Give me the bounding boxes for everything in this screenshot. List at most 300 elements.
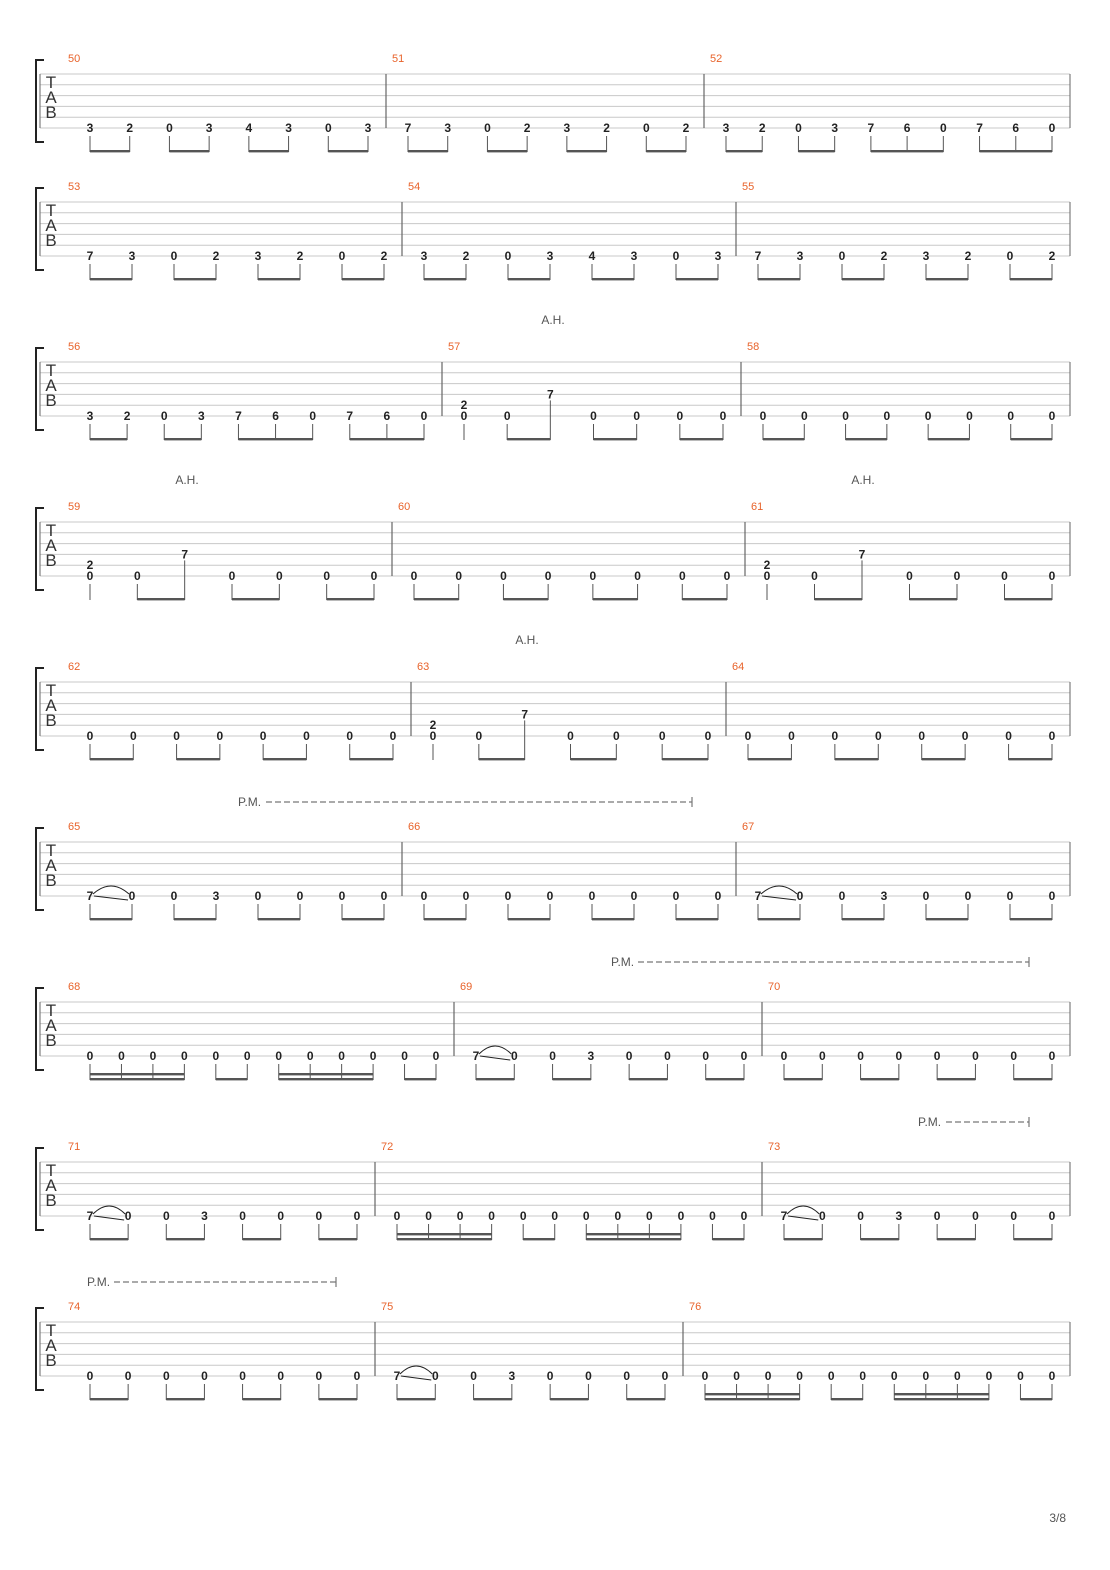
beam [928,438,969,440]
beam [662,758,708,760]
beam [258,278,300,280]
fret-number: 0 [642,121,650,135]
beam [910,598,958,600]
fret-number: 0 [811,569,818,583]
beam [553,1078,591,1080]
fret-number: 4 [588,249,596,263]
fret-number: 0 [677,1209,685,1223]
fret-number: 0 [393,1209,401,1223]
fret-number: 2 [682,121,690,135]
beam [758,918,800,920]
fret-number: 0 [818,1049,826,1063]
fret-number: 3 [285,121,292,135]
beam [592,278,634,280]
slide-line [94,896,128,900]
measure-number: 53 [68,181,81,193]
fret-number: 0 [275,1049,283,1063]
fret-number: 0 [124,1209,132,1223]
beam-secondary [894,1393,989,1395]
fret-number: 0 [818,1209,826,1223]
fret-number: 2 [126,121,134,135]
fret-number: 6 [1012,121,1020,135]
fret-number: 0 [842,409,849,423]
beam [627,1398,665,1400]
fret-number: 0 [504,889,512,903]
fret-number: 0 [661,1369,669,1383]
fret-number: 0 [1001,569,1008,583]
beam [164,438,201,440]
fret-number: 0 [585,1369,592,1383]
fret-number: 6 [383,409,391,423]
fret-number: 0 [1048,729,1056,743]
fret-number: 0 [658,729,666,743]
beam [279,1078,373,1080]
fret-number: 0 [160,409,168,423]
fret-number: 0 [410,569,418,583]
beam [1014,1238,1052,1240]
fret-number: 0 [676,409,684,423]
fret-number: 0 [906,569,913,583]
fret-number: 0 [504,249,512,263]
beam [319,1398,357,1400]
fret-number: 3 [895,1209,903,1223]
fret-number: 3 [212,889,220,903]
fret-number: 3 [546,249,554,263]
fret-number: 0 [895,1049,903,1063]
fret-number: 0 [370,569,378,583]
beam [748,758,791,760]
fret-number: 0 [170,249,178,263]
fret-number: 0 [275,569,283,583]
fret-number: 2 [429,718,437,733]
fret-number: 0 [401,1049,408,1063]
beam [523,1238,555,1240]
fret-number: 0 [623,1369,631,1383]
measure-number: 72 [381,1141,394,1153]
fret-number: 0 [338,249,346,263]
fret-number: 0 [346,729,354,743]
fret-number: 0 [857,1049,864,1063]
beam [397,1238,492,1240]
slide-line [94,1216,124,1220]
fret-number: 0 [86,1369,94,1383]
slur [787,1206,819,1214]
fret-number: 0 [338,889,346,903]
fret-number: 0 [702,1049,710,1063]
beam [397,1398,435,1400]
fret-number: 7 [86,889,94,903]
fret-number: 0 [646,1209,653,1223]
fret-number: 0 [315,1369,323,1383]
beam [90,278,132,280]
fret-number: 0 [420,409,428,423]
fret-number: 0 [954,1369,961,1383]
tab-clef-letter: B [45,103,57,122]
fret-number: 0 [277,1369,285,1383]
measure-number: 54 [408,181,421,193]
fret-number: 0 [678,569,686,583]
artificial-harmonic-label: A.H. [515,633,539,647]
beam [815,598,863,600]
beam [861,1238,899,1240]
fret-number: 0 [369,1049,377,1063]
fret-number: 7 [976,121,983,135]
beam [249,150,289,152]
beam [1005,598,1053,600]
fret-number: 0 [162,1209,170,1223]
beam [594,438,637,440]
fret-number: 0 [972,1209,979,1223]
fret-number: 0 [455,569,463,583]
fret-number: 0 [985,1369,993,1383]
fret-number: 3 [86,409,94,423]
fret-number: 0 [590,409,597,423]
fret-number: 3 [922,249,930,263]
tab-clef-letter: A [45,696,57,715]
tab-clef-letter: A [45,1016,57,1035]
tab-clef-letter: T [45,1321,57,1340]
fret-number: 2 [123,409,131,423]
measure-number: 67 [742,821,755,833]
fret-number: 0 [519,1209,527,1223]
beam [835,758,878,760]
tab-clef-letter: T [45,201,57,220]
fret-number: 0 [503,409,511,423]
fret-number: 3 [444,121,452,135]
fret-number: 0 [796,889,804,903]
fret-number: 0 [630,889,638,903]
tab-clef-letter: A [45,1336,57,1355]
measure-number: 68 [68,981,81,993]
measure-number: 75 [381,1301,394,1313]
fret-number: 7 [858,547,866,562]
fret-number: 3 [364,121,372,135]
fret-number: 0 [149,1049,157,1063]
fret-number: 7 [867,121,875,135]
beam [90,1238,128,1240]
measure-number: 63 [417,661,430,673]
fret-number: 0 [800,409,808,423]
fret-number: 0 [1048,1049,1056,1063]
fret-number: 0 [86,569,94,583]
fret-number: 2 [964,249,972,263]
fret-number: 2 [460,398,468,413]
beam [243,1238,281,1240]
beam [174,278,216,280]
beam [350,758,393,760]
slur [93,1206,125,1214]
measure-number: 76 [689,1301,702,1313]
fret-number: 0 [614,1209,622,1223]
beam [937,1238,975,1240]
fret-number: 3 [86,121,94,135]
fret-number: 0 [763,569,771,583]
fret-number: 2 [380,249,388,263]
measure-number: 66 [408,821,421,833]
beam [831,1398,863,1400]
fret-number: 0 [475,729,483,743]
fret-number: 0 [933,1049,941,1063]
fret-number: 0 [460,409,468,423]
fret-number: 0 [857,1209,864,1223]
fret-number: 3 [254,249,262,263]
beam [479,758,525,760]
tab-clef-letter: T [45,1161,57,1180]
beam [680,438,723,440]
slide-line [788,1216,818,1220]
fret-number: 0 [128,889,136,903]
fret-number: 4 [245,121,253,135]
beam-secondary [90,1073,184,1075]
fret-number: 0 [1010,1049,1018,1063]
measure-number: 52 [710,53,723,65]
fret-number: 3 [128,249,136,263]
tab-clef-letter: T [45,1001,57,1020]
fret-number: 2 [758,121,766,135]
tab-clef-letter: A [45,536,57,555]
fret-number: 0 [432,1049,440,1063]
fret-number: 0 [254,889,262,903]
fret-number: 0 [612,729,620,743]
fret-number: 0 [243,1049,251,1063]
fret-number: 0 [259,729,267,743]
slur [400,1366,432,1374]
fret-number: 0 [859,1369,867,1383]
fret-number: 0 [733,1369,740,1383]
fret-number: 7 [546,387,554,402]
beam [758,278,800,280]
fret-number: 0 [1048,569,1056,583]
fret-number: 0 [166,121,173,135]
fret-number: 0 [239,1369,246,1383]
measure-number: 64 [732,661,745,673]
artificial-harmonic-label: A.H. [541,313,565,327]
tab-clef-letter: A [45,856,57,875]
tab-clef-letter: T [45,521,57,540]
beam [508,278,550,280]
beam [350,438,424,440]
fret-number: 0 [719,409,727,423]
fret-number: 0 [961,729,969,743]
beam [90,758,133,760]
fret-number: 7 [86,249,94,263]
fret-number: 0 [303,729,310,743]
beam [327,598,374,600]
fret-number: 0 [795,121,802,135]
palm-mute-label: P.M. [611,955,635,969]
fret-number: 0 [296,889,304,903]
fret-number: 0 [933,1209,941,1223]
fret-number: 0 [922,1369,930,1383]
beam [871,150,943,152]
palm-mute-label: P.M. [918,1115,942,1129]
beam-secondary [397,1233,492,1235]
fret-number: 7 [754,249,762,263]
tab-clef-letter: B [45,1191,57,1210]
fret-number: 0 [500,569,507,583]
fret-number: 0 [701,1369,709,1383]
fret-number: 6 [903,121,911,135]
fret-number: 7 [235,409,242,423]
beam [503,598,548,600]
slide-line [762,896,796,900]
fret-number: 0 [744,729,752,743]
beam [507,438,550,440]
beam [922,758,965,760]
beam [861,1078,899,1080]
artificial-harmonic-label: A.H. [851,473,875,487]
fret-number: 0 [338,1049,345,1063]
beam [174,918,216,920]
fret-number: 0 [924,409,932,423]
measure-number: 51 [392,53,405,65]
beam [342,918,384,920]
measure-number: 60 [398,501,411,513]
beam-secondary [705,1393,800,1395]
fret-number: 0 [462,889,470,903]
fret-number: 0 [966,409,973,423]
measure-number: 57 [448,341,461,353]
tab-clef-letter: B [45,711,57,730]
fret-number: 3 [630,249,638,263]
beam [90,150,130,152]
fret-number: 3 [722,121,730,135]
fret-number: 2 [763,558,771,573]
beam [169,150,209,152]
beam [676,918,718,920]
tab-clef-letter: B [45,1351,57,1370]
fret-number: 0 [1048,889,1056,903]
fret-number: 0 [672,249,680,263]
tab-clef-letter: T [45,361,57,380]
beam [763,438,804,440]
beam [90,1398,128,1400]
tab-clef-letter: B [45,391,57,410]
fret-number: 0 [201,1369,208,1383]
fret-number: 0 [723,569,731,583]
fret-number: 0 [1006,249,1014,263]
fret-number: 0 [510,1049,518,1063]
fret-number: 0 [838,249,846,263]
fret-number: 3 [201,1209,208,1223]
beam [137,598,184,600]
fret-number: 0 [420,889,428,903]
measure-number: 56 [68,341,81,353]
fret-number: 3 [831,121,839,135]
beam [567,150,607,152]
fret-number: 0 [1006,889,1014,903]
fret-number: 2 [1048,249,1056,263]
fret-number: 0 [972,1049,979,1063]
fret-number: 7 [346,409,354,423]
fret-number: 7 [754,889,762,903]
fret-number: 7 [181,547,189,562]
fret-number: 0 [309,409,317,423]
fret-number: 0 [118,1049,125,1063]
fret-number: 0 [964,889,972,903]
fret-number: 0 [780,1049,788,1063]
tab-clef-letter: B [45,1031,57,1050]
fret-number: 2 [212,249,220,263]
beam [646,150,686,152]
beam [1010,278,1052,280]
fret-number: 0 [827,1369,835,1383]
fret-number: 0 [323,569,331,583]
beam [846,438,887,440]
tab-clef-letter: B [45,231,57,250]
fret-number: 0 [315,1209,323,1223]
fret-number: 3 [420,249,428,263]
beam [926,278,968,280]
fret-number: 0 [546,889,554,903]
beam [177,758,220,760]
fret-number: 0 [740,1209,748,1223]
fret-number: 0 [353,1209,361,1223]
fret-number: 0 [1048,409,1056,423]
fret-number: 0 [918,729,926,743]
fret-number: 0 [549,1049,556,1063]
fret-number: 0 [838,889,846,903]
fret-number: 0 [1007,409,1015,423]
fret-number: 3 [563,121,571,135]
fret-number: 0 [740,1049,748,1063]
fret-number: 0 [588,889,596,903]
fret-number: 0 [1017,1369,1024,1383]
fret-number: 0 [939,121,947,135]
fret-number: 0 [353,1369,361,1383]
tab-clef-letter: T [45,681,57,700]
measure-number: 70 [768,981,781,993]
beam [1014,1078,1052,1080]
beam [243,1398,281,1400]
fret-number: 0 [380,889,388,903]
beam [408,150,448,152]
fret-number: 0 [634,569,641,583]
fret-number: 0 [633,409,641,423]
fret-number: 0 [429,729,437,743]
fret-number: 0 [1048,121,1056,135]
beam-secondary [279,1073,373,1075]
measure-number: 74 [68,1301,81,1313]
beam [508,918,550,920]
beam [166,1238,204,1240]
fret-number: 0 [567,729,574,743]
fret-number: 0 [484,121,491,135]
fret-number: 0 [831,729,839,743]
tab-clef-letter: A [45,88,57,107]
fret-number: 7 [472,1049,480,1063]
page-number: 3/8 [1049,1511,1066,1525]
fret-number: 0 [922,889,930,903]
beam [842,278,884,280]
beam [937,1078,975,1080]
fret-number: 0 [170,889,178,903]
fret-number: 0 [324,121,332,135]
fret-number: 0 [625,1049,633,1063]
fret-number: 7 [404,121,412,135]
beam [476,1078,514,1080]
fret-number: 0 [1048,1209,1056,1223]
fret-number: 2 [880,249,888,263]
palm-mute-label: P.M. [87,1275,111,1289]
fret-number: 0 [1005,729,1012,743]
measure-number: 61 [751,501,764,513]
beam [342,278,384,280]
beam [258,918,300,920]
palm-mute-label: P.M. [238,795,262,809]
measure-number: 65 [68,821,81,833]
fret-number: 0 [764,1369,772,1383]
